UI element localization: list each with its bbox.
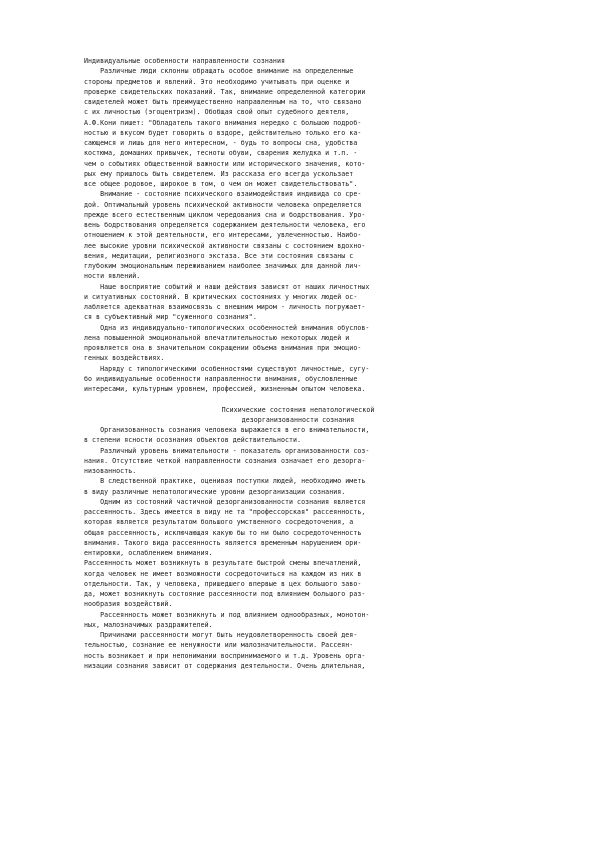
text-line: Наряду с типологическими особенностями существуют личностные, сугу- — [84, 364, 370, 373]
text-line: все общее родовое, широкое в том, о чем он может свидетельствовать". — [84, 180, 358, 188]
text-line: тельностью, сознание ее ненужности или малозначительности. Рассеян- — [84, 641, 354, 650]
text-line: Внимание - состояние психического взаимодействия индивида со сре- — [84, 190, 362, 199]
text-line: низации сознания зависит от содержания деятельности. Очень длительная, — [84, 661, 366, 670]
text-line: стороны предметов и явлений. Это необходимо учитывать при оценке и — [84, 77, 350, 86]
text-line: вень бодрствования определяется содержанием деятельности человека, его — [84, 221, 366, 229]
text-line: прежде всего естественным циклом чередования сна и бодрствования. Уро- — [84, 210, 366, 219]
text-line: рых ему пришлось быть свидетелем. Из рассказа его всегда ускользает — [84, 169, 354, 178]
text-line: отношением к этой деятельности, его интересами, увлеченностью. Наибо- — [84, 231, 362, 240]
text-line: нания. Отсутствие четкой направленности сознания означает его дезорга- — [84, 456, 366, 465]
text-line: отдельности. Так, у человека, пришедшего впервые в цех большого заво- — [84, 579, 362, 588]
text-line: лена повышенной эмоциональной впечатлительностью некоторых людей и — [84, 333, 350, 342]
text-line: ности явлений. — [84, 272, 141, 281]
text-line: свидетелей может быть преимущественно направленным на то, что связано — [84, 98, 362, 106]
text-line: нообразия воздействий. — [84, 600, 173, 609]
text-line: Рассеянность может возникнуть и под влиянием однообразных, монотон- — [84, 610, 370, 619]
text-line: лее высокие уровни психической активности связаны с состоянием вдохно- — [84, 241, 366, 250]
text-line: ся в субъективный мир "суженного сознания". — [84, 313, 257, 322]
text-line: бо индивидуальные особенности направленности внимания, обусловленные — [84, 374, 358, 383]
text-line: в виду различные непатологические уровни дезорганизации сознания. — [84, 487, 346, 496]
text-line: В следственной практике, оценивая поступки людей, необходимо иметь — [84, 477, 366, 486]
text-line: чем о событиях общественной важности или исторического значения, кото- — [84, 159, 366, 168]
section-heading-line: дезорганизованности сознания — [241, 415, 355, 424]
text-line: костюма, домашних привычек, тесноты обуви, сварения желудка и т.п. - — [84, 149, 358, 158]
text-line: в степени ясности осознания объектов действительности. — [84, 436, 302, 445]
text-line: с их личностью (эгоцентризм). Обобщая свой опыт судебного деятеля, — [84, 108, 350, 117]
text-line: глубоким эмоциональным переживанием наиболее значимых для данной лич- — [84, 262, 362, 270]
text-line: А.Ф.Кони пишет: "Обладатель такого внимания нередко с большою подроб- — [84, 118, 362, 127]
text-line: низованность. — [84, 467, 137, 475]
text-line: дой. Оптимальный уровень психической активности человека определяется — [84, 200, 362, 209]
text-line: проявляется она в значительном сокращении объема внимания при эмоцио- — [84, 344, 362, 352]
section-heading-line: Психические состояния непатологической — [221, 405, 375, 414]
text-line: ностью и вкусом будет говорить о вздоре, действительно только его ка- — [84, 128, 362, 137]
text-line: Рассеянность может возникнуть в результате быстрой смены впечатлений, — [84, 559, 362, 568]
text-line: лабляется адекватная взаимосвязь с внешним миром - личность погружает- — [84, 303, 366, 311]
text-line: рассеянность. Здесь имеется в виду не та "профессорская" рассеянность, — [84, 508, 366, 516]
text-line: интересами, культурным уровнем, профессией, жизненным опытом человека. — [84, 385, 366, 393]
text-line: проверке свидетельских показаний. Так, внимание определенной категории — [84, 87, 366, 96]
text-line: ных, малозначимых раздражителей. — [84, 620, 213, 629]
text-line: Причинами рассеянности могут быть неудовлетворенность своей дея- — [84, 631, 358, 639]
text-line: сающемся и лишь для него интересном, - будь то вопросы сна, удобства — [84, 139, 358, 147]
text-line: которая является результатом большого умственного сосредоточения, а — [84, 518, 354, 527]
text-line: Различный уровень внимательности - показатель организованности соз- — [84, 446, 370, 455]
text-line: Одна из индивидуально-типологических особенностей внимания обуслов- — [84, 323, 370, 332]
text-line: общая рассеянность, исключающая какую бы то ни было сосредоточенность — [84, 528, 362, 537]
paragraph-gap — [84, 394, 512, 404]
text-line: Организованность сознания человека выражается в его внимательности, — [84, 426, 370, 434]
document-text — [84, 56, 512, 671]
text-line: и ситуативных состояний. В критических состояниях у многих людей ос- — [84, 292, 358, 301]
text-line: ентировки, ослаблением внимания. — [84, 549, 213, 557]
text-line: да, может возникнуть состояние рассеянности под влиянием большого раз- — [84, 590, 366, 598]
text-line: внимания. Такого вида рассеянность является временным нарушением ори- — [84, 538, 362, 547]
text-line: когда человек не имеет возможности сосредоточиться на каждом из них в — [84, 569, 362, 578]
text-line: Одним из состояний частичной дезорганизованности сознания является — [84, 497, 366, 506]
text-line: генных воздействиях. — [84, 354, 165, 363]
text-line: Индивидуальные особенности направленности сознания — [84, 57, 285, 65]
text-line: Наше восприятие событий и наши действия зависят от наших личностных — [84, 282, 370, 291]
text-line: вения, медитации, религиозного экстаза. Все эти состояния связаны с — [84, 251, 354, 260]
text-line: Различные люди склонны обращать особое внимание на определенные — [84, 67, 354, 76]
text-line: ность возникает и при непонимании воспринимаемого и т.д. Уровень орга- — [84, 651, 366, 660]
